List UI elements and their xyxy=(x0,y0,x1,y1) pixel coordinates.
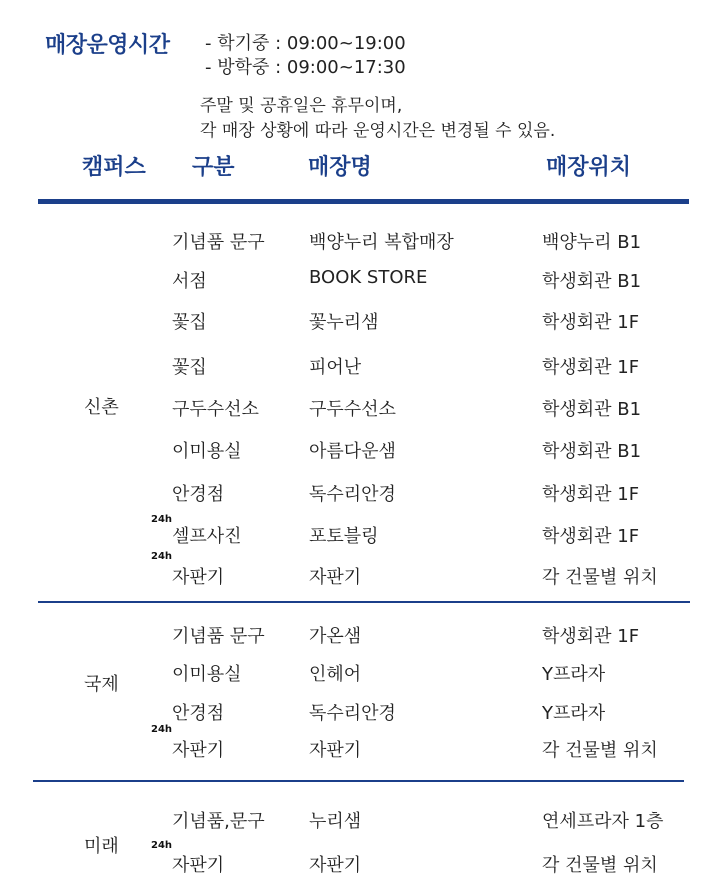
sinchon-row-7-store: 독수리안경 xyxy=(309,484,396,505)
sinchon-row-9-category: 자판기 xyxy=(172,567,225,588)
sinchon-row-8-category: 셀프사진 xyxy=(172,526,242,547)
sinchon-row-5-category: 구두수선소 xyxy=(172,399,259,420)
mirae-row-1-category: 기념품,문구 xyxy=(172,811,265,832)
sinchon-row-4-category: 꽃집 xyxy=(172,357,207,378)
badge-24h: 24h xyxy=(151,514,173,525)
mirae-row-2-location: 각 건물별 위치 xyxy=(542,855,658,876)
sinchon-row-7-category: 안경점 xyxy=(172,484,225,505)
note-line-2: 각 매장 상황에 따라 운영시간은 변경될 수 있음. xyxy=(200,121,556,141)
badge-24h: 24h xyxy=(151,551,173,562)
note-line-1: 주말 및 공휴일은 휴무이며, xyxy=(200,96,403,116)
sinchon-row-4-store: 피어난 xyxy=(309,357,362,378)
sinchon-row-1-category: 기념품 문구 xyxy=(172,232,265,253)
sinchon-row-6-store: 아름다운샘 xyxy=(309,441,396,462)
sinchon-row-9-location: 각 건물별 위치 xyxy=(542,567,658,588)
campus-sinchon: 신촌 xyxy=(84,397,119,418)
intl-row-2-store: 인헤어 xyxy=(309,664,362,685)
intl-row-4-location: 각 건물별 위치 xyxy=(542,740,658,761)
sinchon-row-5-store: 구두수선소 xyxy=(309,399,396,420)
hours-semester: - 학기중 : 09:00~19:00 xyxy=(205,33,406,54)
campus-international: 국제 xyxy=(84,674,119,695)
intl-row-1-store: 가온샘 xyxy=(309,626,362,647)
intl-row-2-category: 이미용실 xyxy=(172,664,242,685)
section-divider xyxy=(38,601,690,603)
intl-row-3-category: 안경점 xyxy=(172,703,225,724)
sinchon-row-3-location: 학생회관 1F xyxy=(542,312,640,333)
mirae-row-1-location: 연세프라자 1층 xyxy=(542,811,664,832)
sinchon-row-9-store: 자판기 xyxy=(309,567,362,588)
header-category: 구분 xyxy=(192,155,235,180)
intl-row-4-category: 자판기 xyxy=(172,740,225,761)
header-location: 매장위치 xyxy=(546,155,632,180)
sinchon-row-2-location: 학생회관 B1 xyxy=(542,271,642,292)
sinchon-row-1-location: 백양누리 B1 xyxy=(542,232,642,253)
sinchon-row-2-category: 서점 xyxy=(172,271,207,292)
intl-row-1-location: 학생회관 1F xyxy=(542,626,640,647)
header-store-name: 매장명 xyxy=(308,155,372,180)
badge-24h: 24h xyxy=(151,840,173,851)
intl-row-3-store: 독수리안경 xyxy=(309,703,396,724)
sinchon-row-2-store: BOOK STORE xyxy=(309,267,428,288)
mirae-row-2-category: 자판기 xyxy=(172,855,225,876)
mirae-row-1-store: 누리샘 xyxy=(309,811,362,832)
header-divider xyxy=(38,199,689,204)
hours-vacation: - 방학중 : 09:00~17:30 xyxy=(205,57,406,78)
sinchon-row-6-category: 이미용실 xyxy=(172,441,242,462)
sinchon-row-5-location: 학생회관 B1 xyxy=(542,399,642,420)
badge-24h: 24h xyxy=(151,724,173,735)
sinchon-row-7-location: 학생회관 1F xyxy=(542,484,640,505)
section-divider xyxy=(33,780,684,782)
hours-title: 매장운영시간 xyxy=(45,33,170,58)
header-campus: 캠퍼스 xyxy=(82,155,146,180)
intl-row-2-location: Y프라자 xyxy=(542,664,606,685)
intl-row-1-category: 기념품 문구 xyxy=(172,626,265,647)
sinchon-row-8-location: 학생회관 1F xyxy=(542,526,640,547)
campus-mirae: 미래 xyxy=(84,836,119,857)
sinchon-row-6-location: 학생회관 B1 xyxy=(542,441,642,462)
sinchon-row-8-store: 포토블링 xyxy=(309,526,379,547)
intl-row-4-store: 자판기 xyxy=(309,740,362,761)
mirae-row-2-store: 자판기 xyxy=(309,855,362,876)
sinchon-row-3-category: 꽃집 xyxy=(172,312,207,333)
sinchon-row-1-store: 백양누리 복합매장 xyxy=(309,232,454,253)
sinchon-row-3-store: 꽃누리샘 xyxy=(309,312,379,333)
intl-row-3-location: Y프라자 xyxy=(542,703,606,724)
sinchon-row-4-location: 학생회관 1F xyxy=(542,357,640,378)
